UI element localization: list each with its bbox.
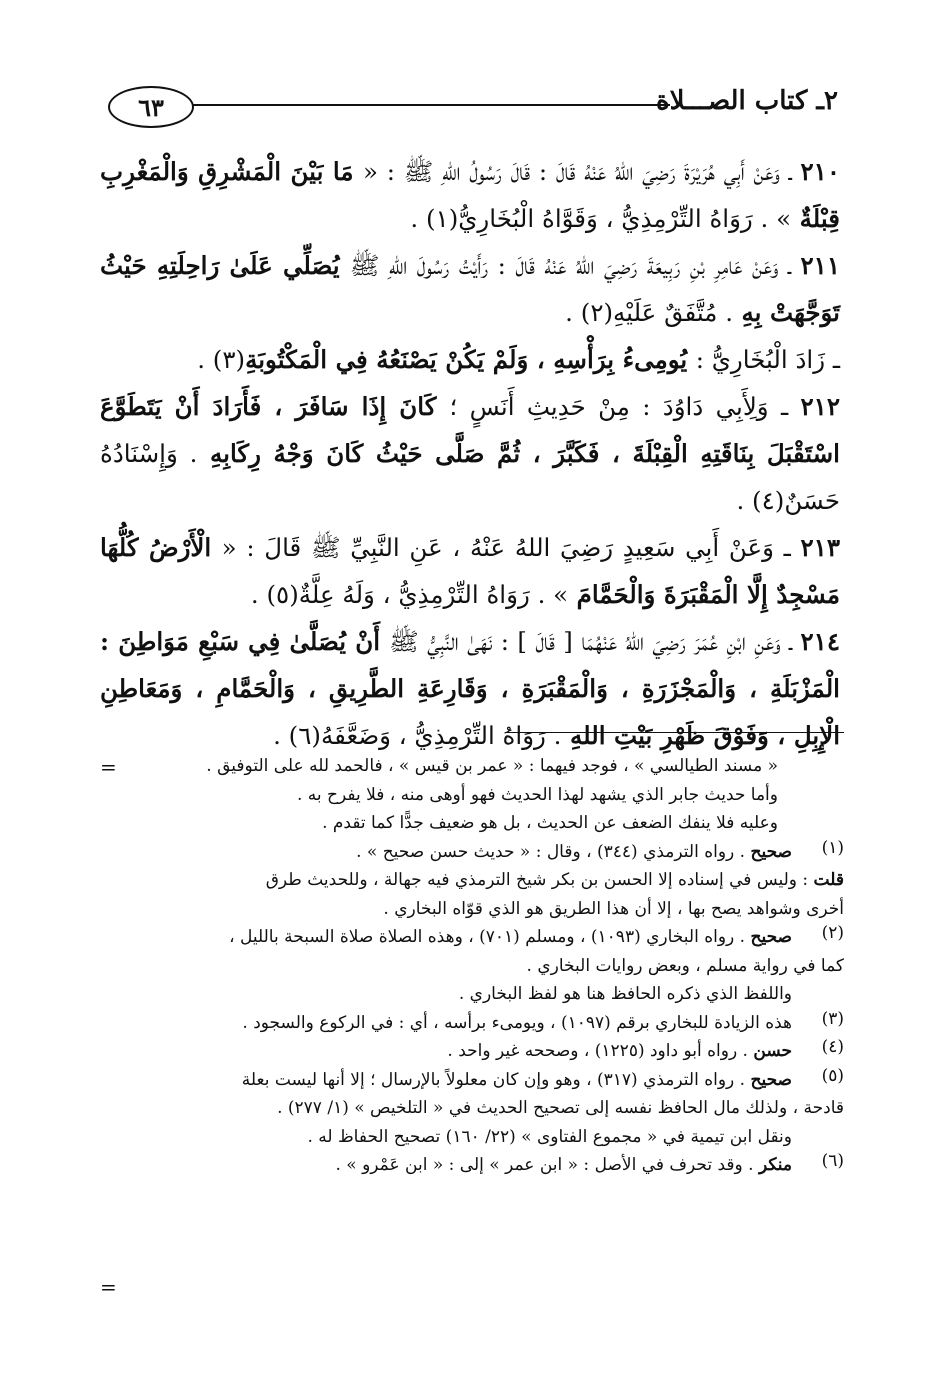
chapter-title: ٢ـ كتاب الصـــلاة xyxy=(656,86,838,116)
footnote-line: قادحة ، ولذلك مال الحافظ نفسه إلى تصحيح الحديث في « التلخيص » (١/ ٢٧٧) . xyxy=(277,1098,844,1118)
footnotes: « مسند الطيالسي » ، فوجد فيهما : « عمر بن قيس » ، فالحمد لله على التوفيق . وأما حديث جابر الذي يشهد لهذا الحديث فهو أوهى منه ، فلا يفرح به . وعليه فلا ينفك الضعف عن الحديث ، بل هو ضعيف جدًّا كما تقدم . (١) صحيح . رواه الترمذي (٣٤٤) ، وقال : « حديث حسن صحيح » . قلت : وليس في إسناده إلا الحسن بن بكر شيخ الترمذي فيه جهالة ، وللحديث طرق أخرى وشواهد يصح بها ، إلا أن هذا الطريق هو الذي قوّاه البخاري . (٢) صحيح . رواه البخاري (١٠٩٣) ، ومسلم (٧٠١) ، وهذه الصلاة صلاة السبحة بالليل ، كما في رواية مسلم ، وبعض روايات البخاري . واللفظ الذي ذكره الحافظ هنا هو لفظ البخاري . (٣) هذه الزيادة للبخاري برقم (١٠٩٧) ، ويومىء برأسه ، أي : في الركوع والسجود . (٤) حسن . رواه أبو داود (١٢٢٥) ، وصححه غير واحد . (٥) صحيح . رواه الترمذي (٣١٧) ، وهو وإن كان معلولاً بالإرسال ؛ إلا أنها ليست بعلة قادحة ، ولذلك مال الحافظ نفسه إلى تصحيح الحديث في « التلخيص » (١/ ٢٧٧) . ونقل ابن تيمية في « مجموع الفتاوى » (٢٢/ ١٦٠) تصحيح الحفاظ له . (٦) منكر . وقد تحرف في الأصل : « ابن عمر » إلى : « ابن عَمْرو » . xyxy=(96,752,844,1180)
continuation-mark-top: = xyxy=(100,755,117,779)
footnote-line: واللفظ الذي ذكره الحافظ هنا هو لفظ البخاري . xyxy=(458,984,792,1004)
footnote-line: كما في رواية مسلم ، وبعض روايات البخاري . xyxy=(526,955,844,976)
footnote-6: (٦) منكر . وقد تحرف في الأصل : « ابن عمر » إلى : « ابن عَمْرو » . xyxy=(96,1151,844,1180)
hadith-213: ٢١٣ ـ وَعَنْ أَبِي سَعِيدٍ رَضِيَ اللهُ عَنْهُ ، عَنِ النَّبِيِّ ﷺ قَالَ : « الْأَرْضُ كُلُّهَا مَسْجِدٌ إِلَّا الْمَقْبَرَةَ وَالْحَمَّامَ » . رَوَاهُ التِّرْمِذِيُّ ، وَلَهُ عِلَّةٌ(٥) . xyxy=(100,533,840,609)
footnote-number: (١) xyxy=(821,837,844,858)
hadith-211-addition: ـ زَادَ الْبُخَارِيُّ : يُومِىءُ بِرَأْسِهِ ، وَلَمْ يَكُنْ يَصْنَعُهُ فِي الْمَكْتُوبَةِ(٣) . xyxy=(197,345,840,374)
hadith-212: ٢١٢ ـ وَلِأَبِي دَاوُدَ : مِنْ حَدِيثِ أَنَسٍ ؛ كَانَ إِذَا سَافَرَ ، فَأَرَادَ أَنْ يَتَطَوَّعَ اسْتَقْبَلَ بِنَاقَتِهِ الْقِبْلَةَ ، فَكَبَّرَ ، ثُمَّ صَلَّى حَيْثُ كَانَ وَجْهُ رِكَابِهِ . وَإِسْنَادُهُ حَسَنٌ(٤) . xyxy=(100,392,840,515)
footnote-line: أخرى وشواهد يصح بها ، إلا أن هذا الطريق هو الذي قوّاه البخاري . xyxy=(383,898,844,919)
carry-line: وعليه فلا ينفك الضعف عن الحديث ، بل هو ضعيف جدًّا كما تقدم . xyxy=(322,813,778,833)
hadith-text xyxy=(100,148,840,759)
hadith-210: ٢١٠ ـ وَعَنْ أَبِي هُرَيْرَةَ رَضِيَ اللهُ عَنْهُ قَالَ : قَالَ رَسُولُ اللهِ ﷺ : « مَا بَيْنَ الْمَشْرِقِ وَالْمَغْرِبِ قِبْلَةٌ » . رَوَاهُ التِّرْمِذِيُّ ، وَقَوَّاهُ الْبُخَارِيُّ(١) . xyxy=(100,157,840,233)
hadith-grade: صحيح xyxy=(750,1069,792,1090)
hadith-grade: حسن xyxy=(753,1041,792,1061)
page-number-badge: ٦٣ xyxy=(108,86,194,128)
footnote-4: (٤) حسن . رواه أبو داود (١٢٢٥) ، وصححه غير واحد . xyxy=(96,1037,844,1066)
footnote-line: ونقل ابن تيمية في « مجموع الفتاوى » (٢٢/ ١٦٠) تصحيح الحفاظ له . xyxy=(307,1126,792,1147)
hadith-211: ٢١١ ـ وَعَنْ عَامِرِ بْنِ رَبِيعَةَ رَضِيَ اللهُ عَنْهُ قَالَ : رَأَيْتُ رَسُولَ اللهِ ﷺ يُصَلِّي عَلَىٰ رَاحِلَتِهِ حَيْثُ تَوَجَّهَتْ بِهِ . مُتَّفَقٌ عَلَيْهِ(٢) . xyxy=(100,251,840,327)
footnote-number: (٥) xyxy=(821,1065,844,1086)
page-header xyxy=(108,84,838,130)
carry-line: وأما حديث جابر الذي يشهد لهذا الحديث فهو أوهى منه ، فلا يفرح به . xyxy=(296,784,778,805)
footnote-number: (٢) xyxy=(821,923,844,943)
carry-line: « مسند الطيالسي » ، فوجد فيهما : « عمر بن قيس » ، فالحمد لله على التوفيق . xyxy=(206,756,778,776)
footnote-number: (٣) xyxy=(821,1008,844,1029)
qult-label: قلت xyxy=(813,870,844,890)
footnote-number: (٦) xyxy=(821,1151,844,1171)
footnote-5: (٥) صحيح . رواه الترمذي (٣١٧) ، وهو وإن كان معلولاً بالإرسال ؛ إلا أنها ليست بعلة xyxy=(96,1066,844,1095)
footnote-number: (٤) xyxy=(821,1037,844,1057)
header-rule xyxy=(192,104,670,106)
footnote-divider xyxy=(506,732,844,733)
footnote-3 xyxy=(96,1009,844,1038)
hadith-214: ٢١٤ ـ وَعَنِ ابْنِ عُمَرَ رَضِيَ اللهُ عَنْهُمَا [ قَالَ ] : نَهَىٰ النَّبِيُّ ﷺ أَنْ يُصَلَّىٰ فِي سَبْعِ مَوَاطِنَ : الْمَزْبَلَةِ ، وَالْمَجْزَرَةِ ، وَالْمَقْبَرَةِ ، وَقَارِعَةِ الطَّرِيقِ ، وَالْحَمَّامِ ، وَمَعَاطِنِ الْإِبِلِ ، وَفَوْقَ ظَهْرِ بَيْتِ اللهِ . رَوَاهُ التِّرْمِذِيُّ ، وَضَعَّفَهُ(٦) . xyxy=(100,627,840,750)
continuation-mark-bottom: = xyxy=(100,1275,117,1299)
footnote-1: (١) صحيح . رواه الترمذي (٣٤٤) ، وقال : « حديث حسن صحيح » . xyxy=(96,838,844,867)
hadith-grade: منكر xyxy=(758,1155,792,1175)
footnote-2: (٢) صحيح . رواه البخاري (١٠٩٣) ، ومسلم (٧٠١) ، وهذه الصلاة صلاة السبحة بالليل ، xyxy=(96,923,844,952)
hadith-grade: صحيح xyxy=(750,927,792,947)
hadith-grade: صحيح xyxy=(750,841,792,862)
footnote-line: هذه الزيادة للبخاري برقم (١٠٩٧) ، ويومىء برأسه ، أي : في الركوع والسجود . xyxy=(242,1012,792,1033)
